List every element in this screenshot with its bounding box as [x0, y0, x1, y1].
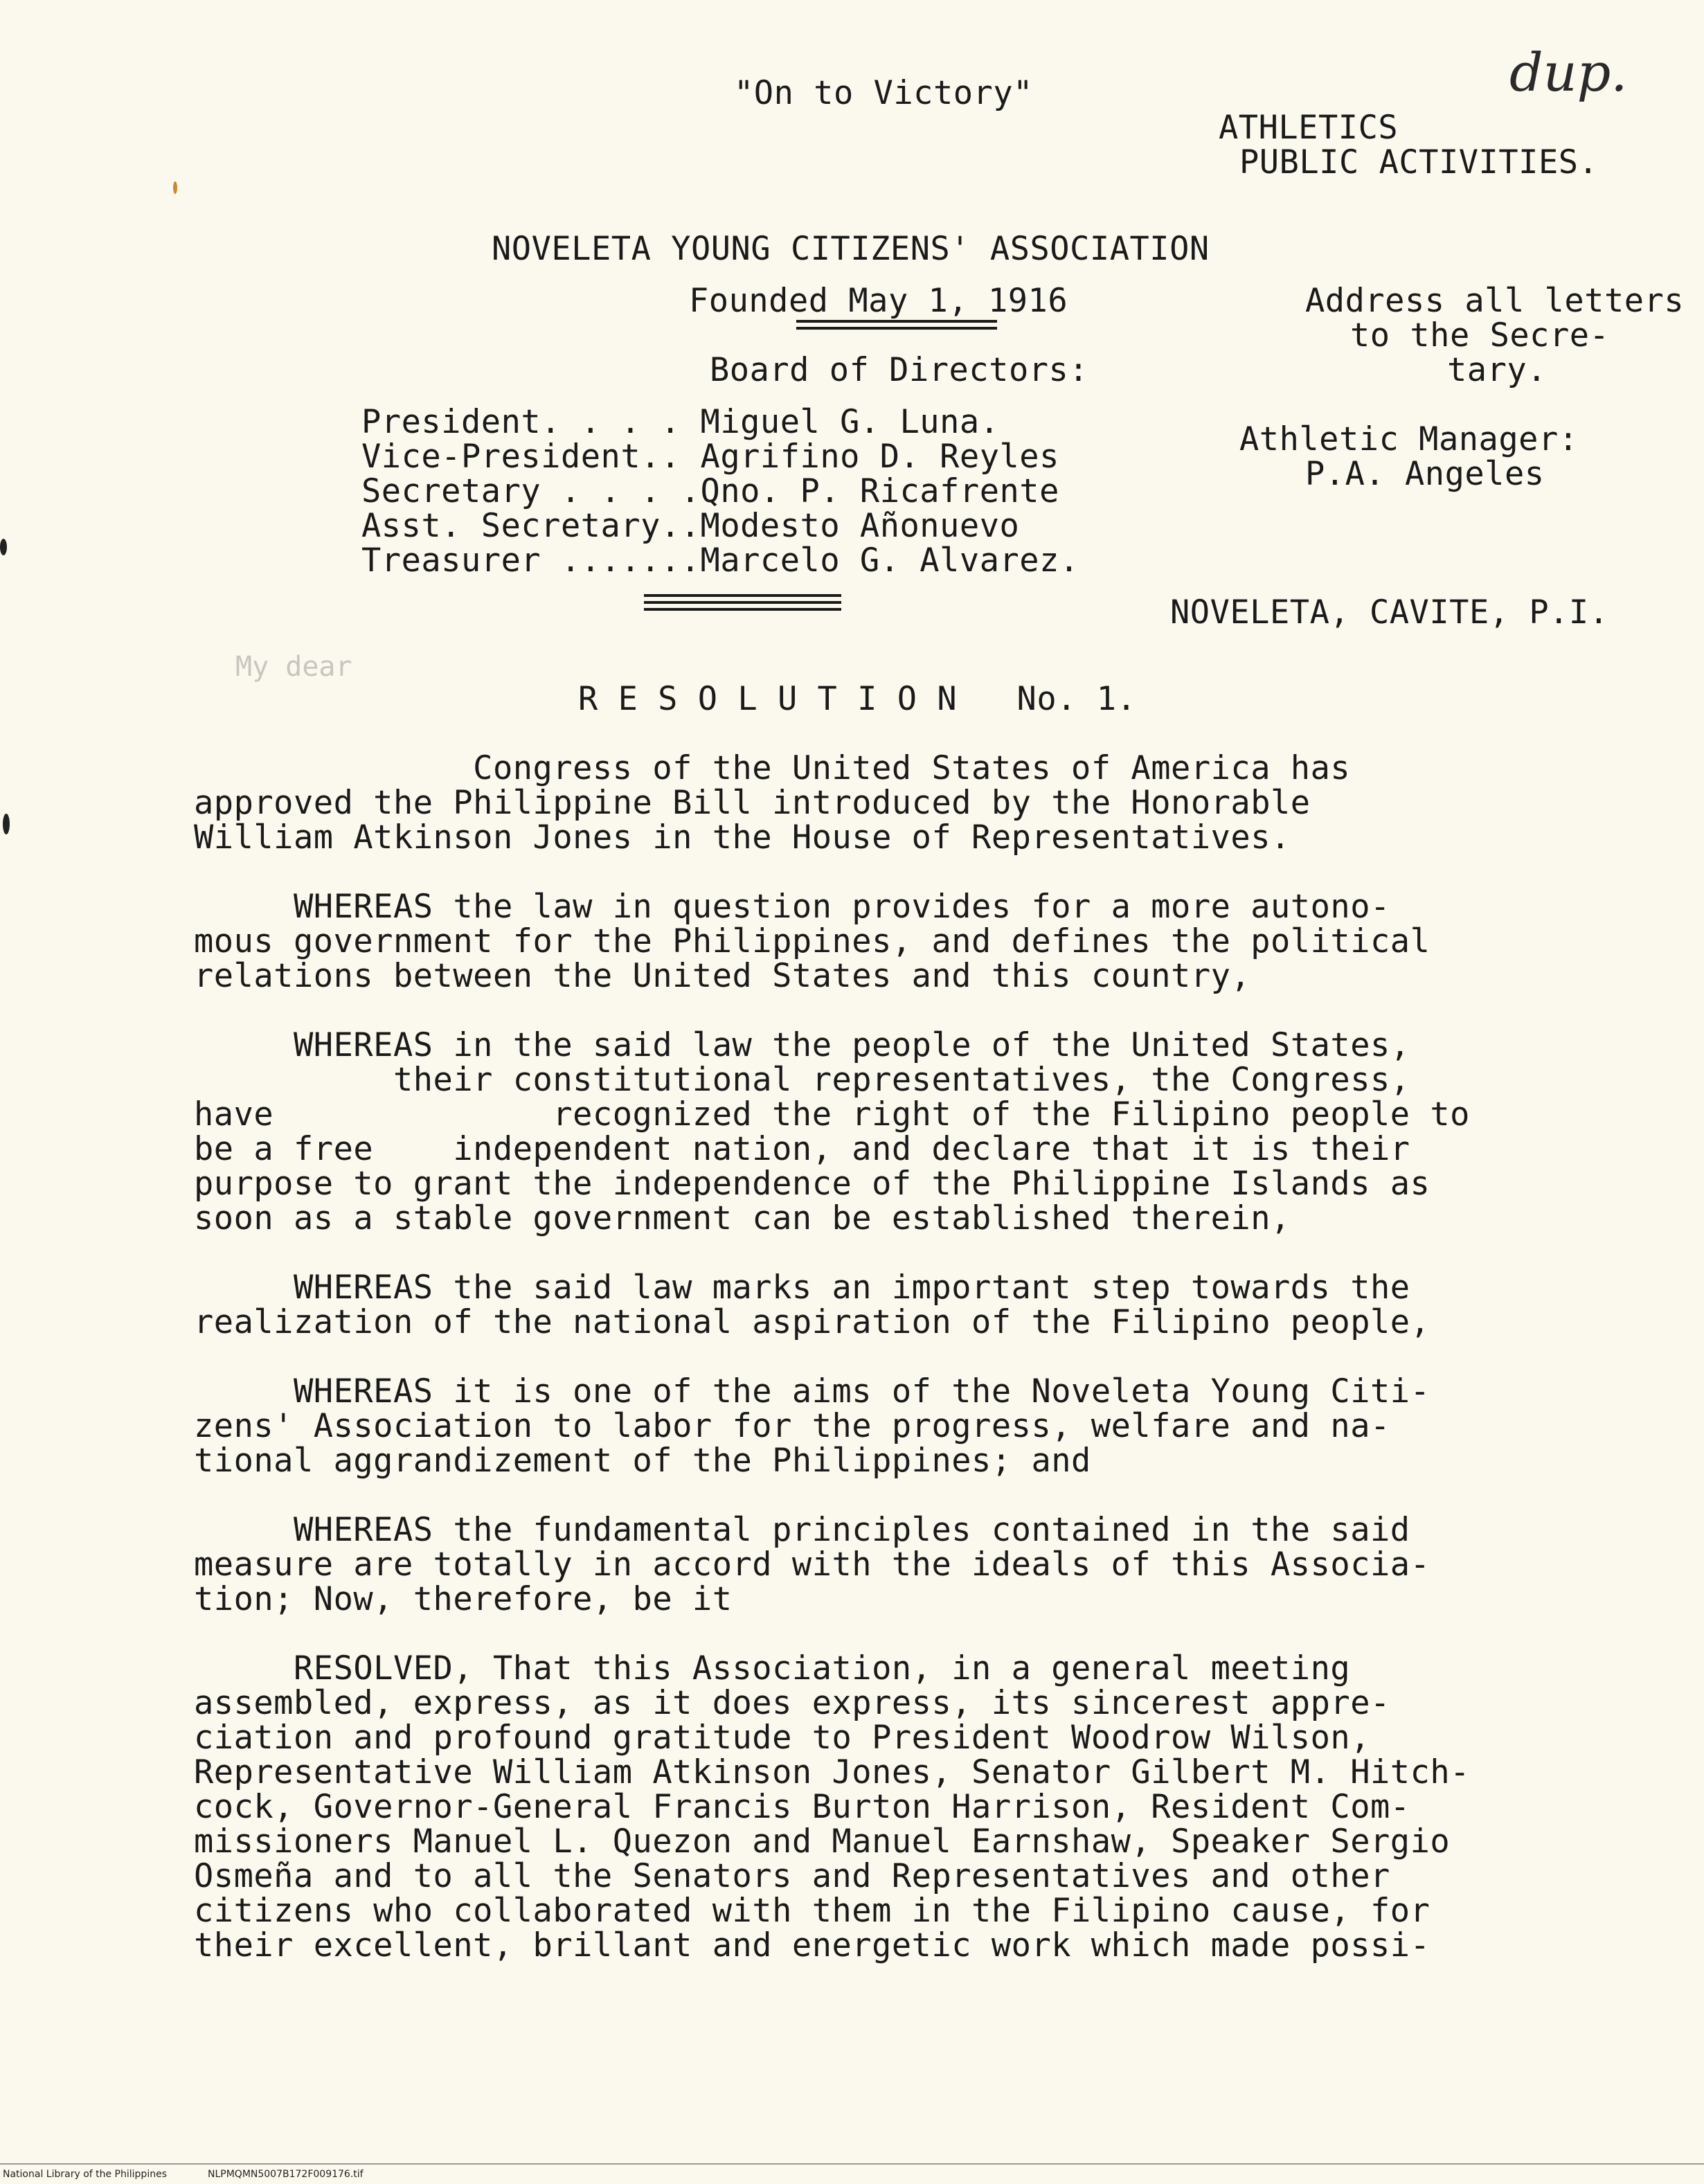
address-note-line: tary.: [1447, 351, 1547, 389]
text-line: WHEREAS the said law marks an important step towards the: [194, 1269, 1410, 1307]
text-line: assembled, express, as it does express, its sincerest appre-: [194, 1684, 1390, 1722]
board-member: Treasurer .......Marcelo G. Alvarez.: [361, 541, 1079, 580]
paragraph-whereas-2: [194, 1028, 1579, 1236]
paragraph-whereas-1: [194, 890, 1579, 994]
board-underline: [644, 601, 841, 604]
text-line: WHEREAS the law in question provides for a more autono-: [194, 888, 1390, 926]
founded-date: Founded May 1, 1916: [689, 282, 1068, 320]
handwritten-note: dup.: [1509, 42, 1628, 103]
paragraph-whereas-3: [194, 1271, 1579, 1340]
paragraph-intro: [194, 751, 1579, 855]
text-line: missioners Manuel L. Quezon and Manuel Earnshaw, Speaker Sergio: [194, 1823, 1451, 1861]
board-title: Board of Directors:: [710, 351, 1089, 389]
activity-public: PUBLIC ACTIVITIES.: [1239, 143, 1599, 181]
text-line: William Atkinson Jones in the House of Representatives.: [194, 818, 1291, 857]
text-line: zens' Association to labor for the progress, welfare and na-: [194, 1407, 1390, 1445]
text-line: their excellent, brillant and energetic work which made possi-: [194, 1926, 1431, 1964]
text-line: realization of the national aspiration of the Filipino people,: [194, 1303, 1431, 1341]
text-line: soon as a stable government can be established therein,: [194, 1199, 1291, 1237]
text-line: Congress of the United States of America has: [194, 749, 1351, 787]
text-line: WHEREAS the fundamental principles contained in the said: [194, 1511, 1410, 1549]
text-line: WHEREAS in the said law the people of the United States,: [194, 1026, 1410, 1064]
text-line: be a free independent nation, and declare that it is their: [194, 1130, 1410, 1168]
footer-library: National Library of the Philippines: [3, 2169, 167, 2180]
location: NOVELETA, CAVITE, P.I.: [1170, 593, 1609, 632]
text-line: RESOLVED, That this Association, in a general meeting: [194, 1649, 1351, 1688]
founded-underline: [796, 327, 997, 330]
text-line: Osmeña and to all the Senators and Representatives and other: [194, 1857, 1390, 1895]
board-member: President. . . . Miguel G. Luna.: [361, 403, 1000, 441]
text-line: mous government for the Philippines, and defines the political: [194, 922, 1431, 960]
margin-mark: [3, 814, 10, 834]
activity-athletics: ATHLETICS: [1219, 109, 1399, 147]
text-line: ciation and profound gratitude to President Woodrow Wilson,: [194, 1719, 1370, 1757]
board-underline: [644, 608, 841, 611]
paragraph-whereas-4: [194, 1372, 1579, 1480]
text-line: relations between the United States and this country,: [194, 957, 1251, 995]
faint-stamp-text: My dear: [235, 651, 352, 683]
paragraph-resolved: [194, 1649, 1579, 1964]
resolution-title: R E S O L U T I O N No. 1.: [578, 680, 1137, 718]
text-line: WHEREAS it is one of the aims of the Noveleta Young Citi-: [194, 1372, 1431, 1411]
address-note-line: Address all letters: [1305, 282, 1685, 320]
text-line: cock, Governor-General Francis Burton Harrison, Resident Com-: [194, 1788, 1410, 1826]
text-line: have recognized the right of the Filipino people to: [194, 1095, 1470, 1134]
paragraph-whereas-5: [194, 1513, 1579, 1617]
board-member: Secretary . . . .Qno. P. Ricafrente: [361, 472, 1059, 510]
text-line: measure are totally in accord with the ideals of this Associa-: [194, 1546, 1431, 1584]
board-member: Asst. Secretary..Modesto Añonuevo: [361, 507, 1020, 545]
text-line: Representative William Atkinson Jones, Senator Gilbert M. Hitch-: [194, 1753, 1470, 1791]
athletic-manager-name: P.A. Angeles: [1305, 455, 1545, 493]
text-line: citizens who collaborated with them in the Filipino cause, for: [194, 1892, 1431, 1930]
text-line: their constitutional representatives, the Congress,: [194, 1061, 1410, 1099]
athletic-manager-label: Athletic Manager:: [1239, 420, 1579, 458]
board-underline: [644, 594, 841, 597]
scan-footer: [0, 2166, 1704, 2184]
org-name: NOVELETA YOUNG CITIZENS' ASSOCIATION: [492, 230, 1210, 268]
margin-mark: [0, 539, 7, 555]
text-line: purpose to grant the independence of the Philippine Islands as: [194, 1165, 1431, 1203]
address-note-line: to the Secre-: [1350, 316, 1610, 355]
text-line: tion; Now, therefore, be it: [194, 1580, 733, 1618]
text-line: tional aggrandizement of the Philippines; and: [194, 1442, 1091, 1480]
footer-divider: [0, 2163, 1704, 2165]
text-line: approved the Philippine Bill introduced by the Honorable: [194, 784, 1311, 822]
motto: "On to Victory": [734, 74, 1033, 112]
footer-file: NLPMQMN5007B172F009176.tif: [208, 2169, 364, 2180]
board-member: Vice-President.. Agrifino D. Reyles: [361, 438, 1059, 476]
founded-underline: [796, 320, 997, 323]
margin-mark: [173, 181, 177, 194]
